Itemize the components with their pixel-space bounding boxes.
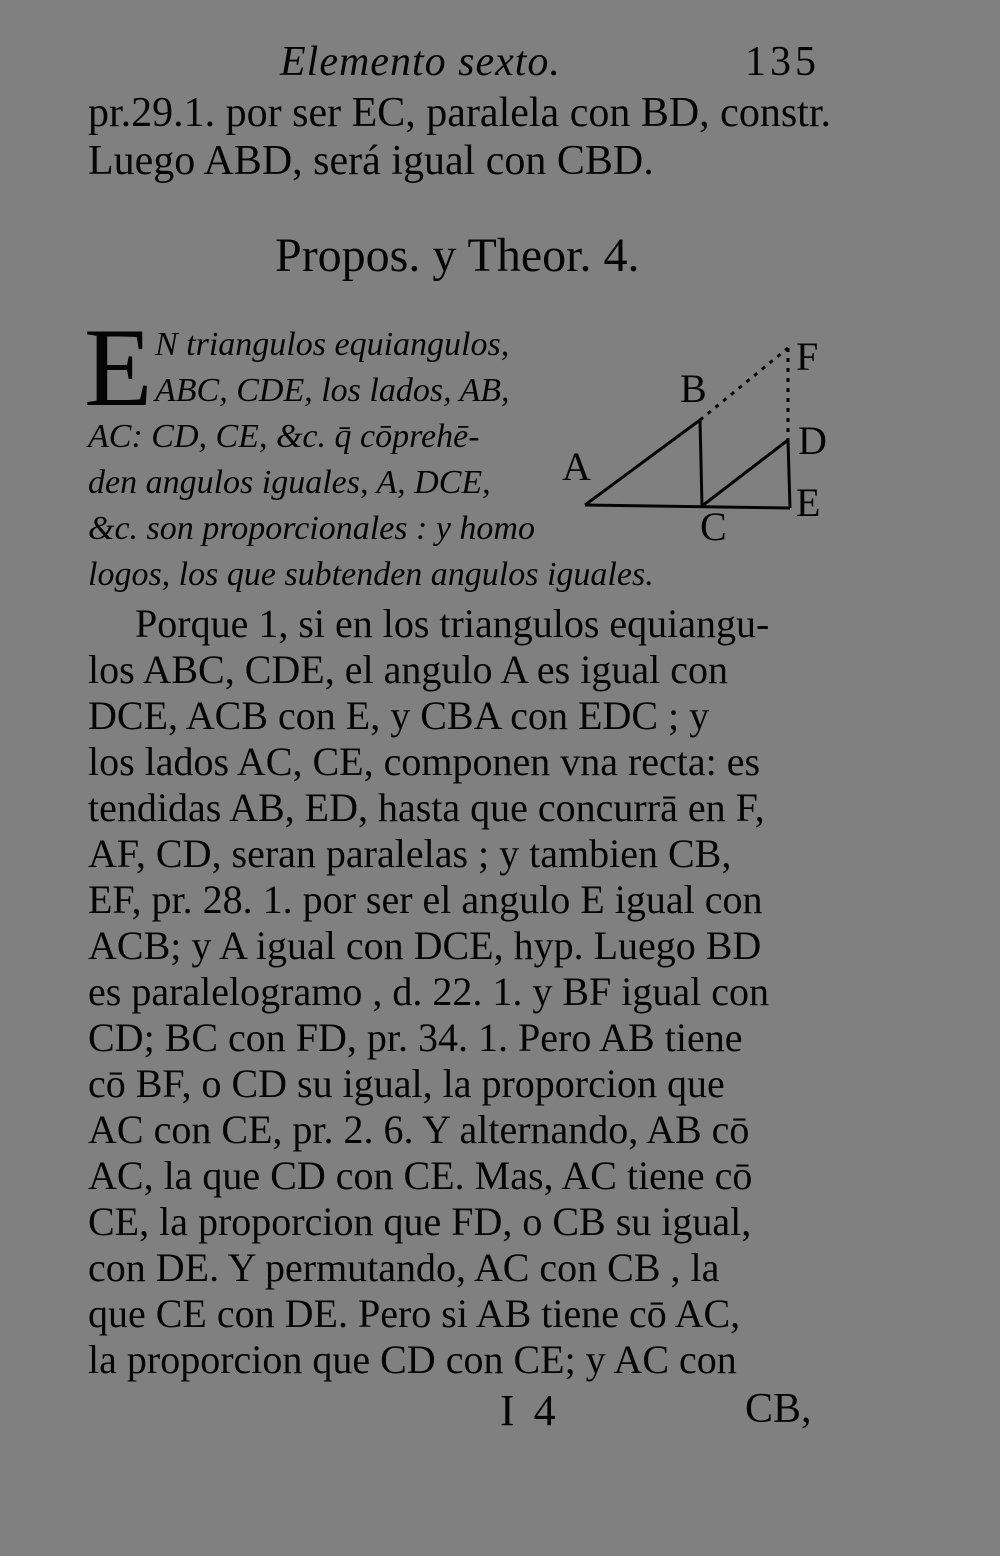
label-a: A bbox=[562, 444, 591, 489]
dotted-bf bbox=[700, 348, 788, 420]
intro-line-2: Luego ABD, será igual con CBD. bbox=[88, 138, 654, 184]
side-ab bbox=[585, 420, 700, 505]
body-line-11: cō BF, o CD su igual, la proporcion que bbox=[88, 1061, 725, 1106]
body-line-3: DCE, ACB con E, y CBA con EDC ; y bbox=[88, 693, 710, 738]
side-de bbox=[788, 440, 790, 508]
body-line-1: Porque 1, si en los triangulos equiangu- bbox=[135, 601, 770, 646]
body-line-16: que CE con DE. Pero si AB tiene cō AC, bbox=[88, 1291, 741, 1336]
base-line-ace bbox=[585, 505, 790, 508]
label-e: E bbox=[796, 480, 821, 525]
body-line-17: la proporcion que CD con CE; y AC con bbox=[88, 1337, 737, 1382]
body-line-7: EF, pr. 28. 1. por ser el angulo E igual con bbox=[88, 877, 763, 922]
label-d: D bbox=[798, 418, 827, 463]
geometry-figure bbox=[560, 330, 850, 550]
body-line-5: tendidas AB, ED, hasta que concurrā en F, bbox=[88, 785, 765, 830]
signature-mark: I 4 bbox=[500, 1386, 560, 1435]
drop-cap: E bbox=[84, 306, 153, 430]
body-line-4: los lados AC, CE, componen vna recta: es bbox=[88, 739, 761, 784]
enunciation-line-3: AC: CD, CE, &c. q̄ cōprehē- bbox=[88, 418, 480, 455]
enunciation-line-4: den angulos iguales, A, DCE, bbox=[88, 464, 491, 501]
page-number: 135 bbox=[745, 39, 820, 85]
body-line-15: con DE. Y permutando, AC con CB , la bbox=[88, 1245, 720, 1290]
body-line-14: CE, la proporcion que FD, o CB su igual, bbox=[88, 1199, 752, 1244]
side-bc bbox=[700, 420, 702, 506]
enunciation-line-1: N triangulos equiangulos, bbox=[155, 326, 510, 363]
intro-line-1: pr.29.1. por ser EC, paralela con BD, constr. bbox=[88, 90, 831, 136]
proposition-title: Propos. y Theor. 4. bbox=[275, 229, 640, 282]
running-title: Elemento sexto. bbox=[280, 39, 561, 85]
label-f: F bbox=[796, 334, 819, 379]
body-line-2: los ABC, CDE, el angulo A es igual con bbox=[88, 647, 728, 692]
label-b: B bbox=[680, 366, 707, 411]
body-line-12: AC con CE, pr. 2. 6. Y alternando, AB cō bbox=[88, 1107, 750, 1152]
page-header bbox=[0, 38, 1000, 98]
side-cd bbox=[702, 440, 788, 506]
page-footer bbox=[0, 1385, 1000, 1445]
catchword: CB, bbox=[745, 1386, 812, 1432]
body-line-10: CD; BC con FD, pr. 34. 1. Pero AB tiene bbox=[88, 1015, 743, 1060]
body-line-8: ACB; y A igual con DCE, hyp. Luego BD bbox=[88, 923, 762, 968]
label-c: C bbox=[700, 504, 727, 549]
body-line-9: es paralelogramo , d. 22. 1. y BF igual con bbox=[88, 969, 769, 1014]
enunciation-line-5: &c. son proporcionales : y homo bbox=[88, 510, 535, 547]
body-line-6: AF, CD, seran paralelas ; y tambien CB, bbox=[88, 831, 732, 876]
enunciation-line-2: ABC, CDE, los lados, AB, bbox=[155, 372, 510, 409]
body-line-13: AC, la que CD con CE. Mas, AC tiene cō bbox=[88, 1153, 753, 1198]
enunciation-line-6: logos, los que subtenden angulos iguales. bbox=[88, 556, 654, 593]
